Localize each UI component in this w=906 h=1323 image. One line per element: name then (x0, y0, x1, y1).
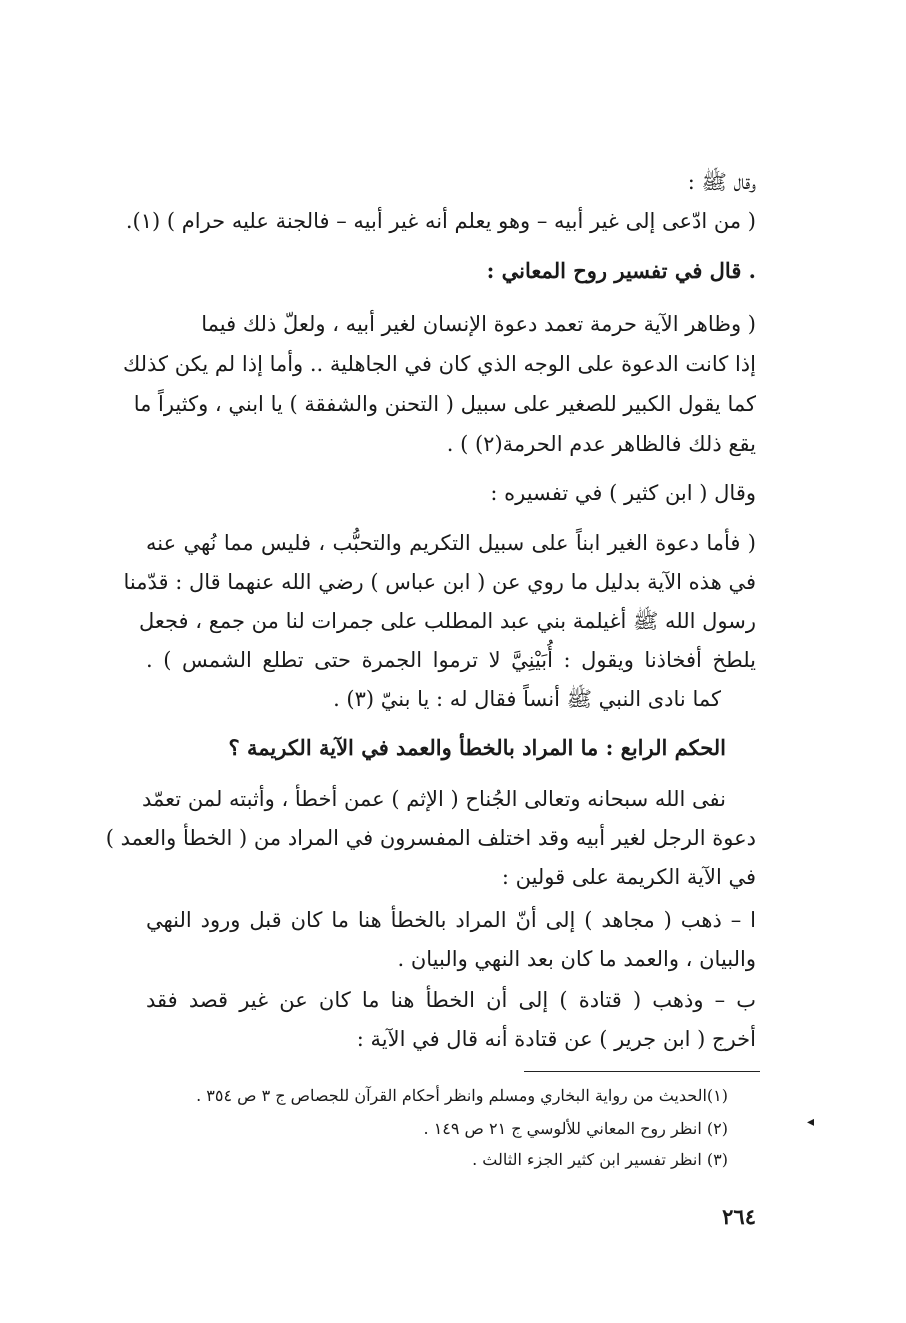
text-line-21: أخرج ( ابن جرير ) عن قتادة أنه قال في الآية : (356, 1027, 756, 1051)
text-line-4: ( وظاهر الآية حرمة تعمد دعوة الإنسان لغير أبيه ، ولعلّ ذلك فيما (201, 312, 756, 336)
footnote-3: (٣) انظر تفسير ابن كثير الجزء الثالث . (472, 1150, 728, 1169)
text-line-9: ( فأما دعوة الغير ابناً على سبيل التكريم والتحبُّب ، فليس مما نُهي عنه (146, 531, 756, 555)
section-heading-ruh-al-maani: . قال في تفسير روح المعاني : (486, 258, 756, 283)
text-line-18: ا – ذهب ( مجاهد ) إلى أنّ المراد بالخطأ هنا ما كان قبل ورود النهي (146, 908, 756, 932)
text-line-1: وقال ﷺ : (687, 170, 756, 194)
text-line-16: دعوة الرجل لغير أبيه وقد اختلف المفسرون في المراد من ( الخطأ والعمد ) (105, 826, 756, 850)
text-line-7: يقع ذلك فالظاهر عدم الحرمة(٢) ) . (446, 432, 756, 456)
text-line-11: رسول الله ﷺ أغيلمة بني عبد المطلب على جمرات لنا من جمع ، فجعل (138, 609, 756, 633)
text-line-15: نفى الله سبحانه وتعالى الجُناح ( الإثم ) عمن أخطأ ، وأثبته لمن تعمّد (142, 787, 726, 811)
footnote-1: (١)الحديث من رواية البخاري ومسلم وانظر أحكام القرآن للجصاص ج ٣ ص ٣٥٤ . (196, 1086, 728, 1105)
text-line-10: في هذه الآية بدليل ما روي عن ( ابن عباس ) رضي الله عنهما قال : قدّمنا (123, 570, 756, 594)
margin-mark-icon: ◂ (807, 1114, 815, 1130)
footnote-2: (٢) انظر روح المعاني للألوسي ج ٢١ ص ١٤٩ . (423, 1119, 728, 1138)
text-line-5: إذا كانت الدعوة على الوجه الذي كان في الجاهلية .. وأما إذا لم يكن كذلك (122, 352, 756, 376)
text-line-12: يلطخ أفخاذنا ويقول : أُبَيْنِيَّ لا ترموا الجمرة حتى تطلع الشمس ) . (146, 648, 756, 672)
text-line-20: ب – وذهب ( قتادة ) إلى أن الخطأ هنا ما كان عن غير قصد فقد (146, 988, 756, 1012)
section-heading-fourth-ruling: الحكم الرابع : ما المراد بالخطأ والعمد في الآية الكريمة ؟ (228, 735, 726, 760)
text-line-13: كما نادى النبي ﷺ أنساً فقال له : يا بنيّ (٣) . (333, 687, 721, 711)
text-line-17: في الآية الكريمة على قولين : (501, 865, 756, 889)
page-number: ٢٦٤ (722, 1204, 756, 1229)
text-line-6: كما يقول الكبير للصغير على سبيل ( التحنن والشفقة ) يا ابني ، وكثيراً ما (133, 392, 756, 416)
text-line-2: ( من ادّعى إلى غير أبيه – وهو يعلم أنه غير أبيه – فالجنة عليه حرام ) (١). (125, 209, 756, 233)
footnote-separator (524, 1071, 760, 1072)
text-line-8: وقال ( ابن كثير ) في تفسيره : (490, 481, 756, 505)
text-line-19: والبيان ، والعمد ما كان بعد النهي والبيان . (397, 947, 756, 971)
